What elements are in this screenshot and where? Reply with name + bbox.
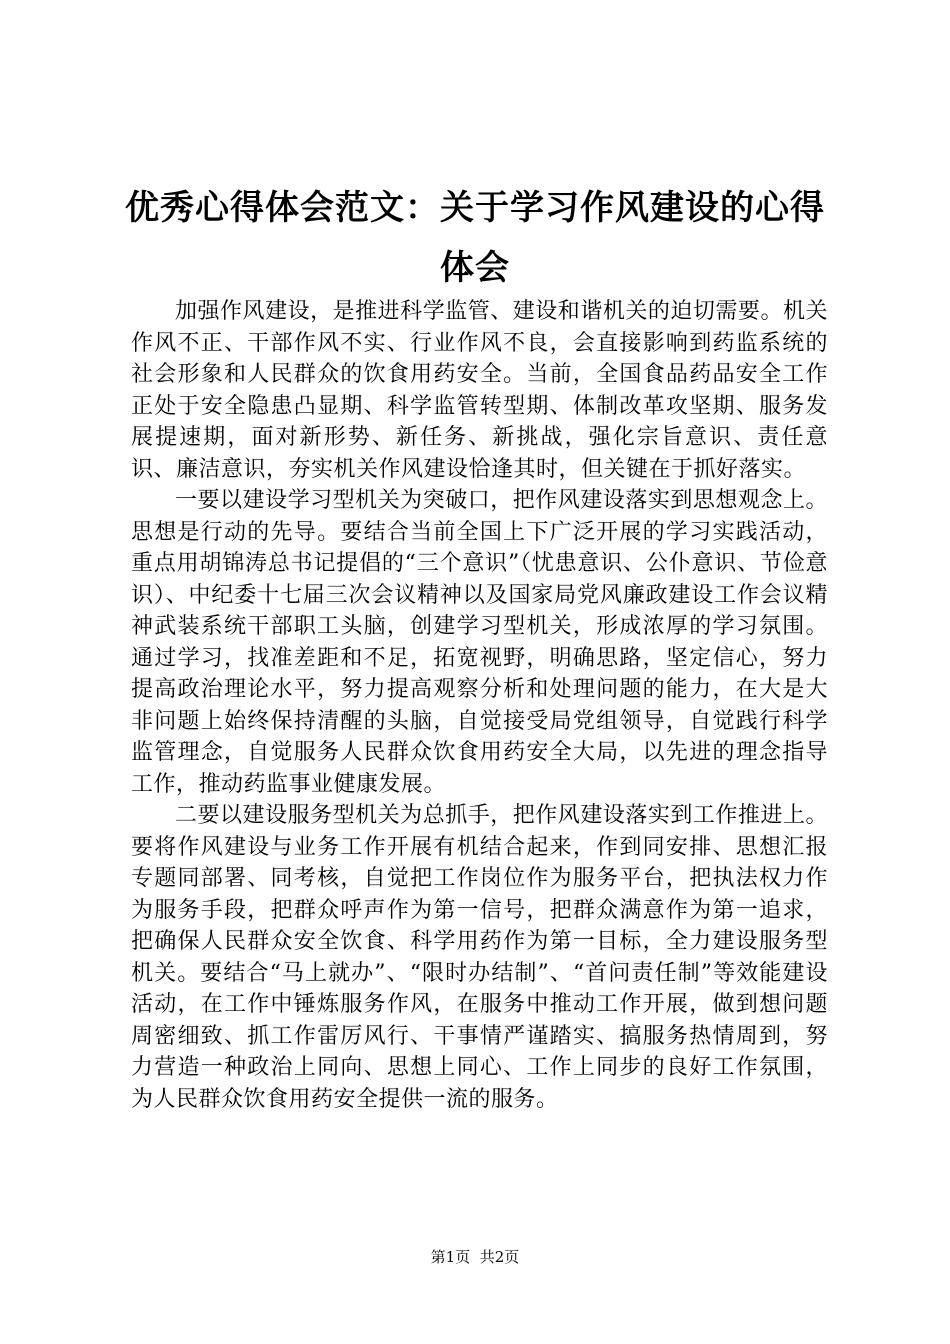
paragraph-intro: 加强作风建设，是推进科学监管、建设和谐机关的迫切需要。机关作风不正、干部作风不实、行业作风不良，会直接影响到药监系统的社会形象和人民群众的饮食用药安全。当前，全国食品药品安全工作正处于安全隐患凸显期、科学监管转型期、体制改革攻坚期、服务发展提速期，面对新形势、新任务、新挑战，强化宗旨意识、责任意识、廉洁意识，夯实机关作风建设恰逢其时，但关键在于抓好落实。 xyxy=(131,299,828,482)
page-number-total: 共2页 xyxy=(479,1248,520,1266)
paragraph-point-two: 二要以建设服务型机关为总抓手，把作风建设落实到工作推进上。要将作风建设与业务工作开展有机结合起来，作到同安排、思想汇报专题同部署、同考核，自觉把工作岗位作为服务平台，把执法权力作为服务手段，把群众呼声作为第一信号，把群众满意作为第一追求，把确保人民群众安全饮食、科学用药作为第一目标，全力建设服务型机关。要结合“马上就办”、“限时办结制”、“首问责任制”等效能建设活动，在工作中锤炼服务作风，在服务中推动工作开展，做到想问题周密细致、抓工作雷厉风行、干事情严谨踏实、搞服务热情周到，努力营造一种政治上同向、思想上同心、工作上同步的良好工作氛围，为人民群众饮食用药安全提供一流的服务。 xyxy=(131,803,828,1112)
paragraph-point-one: 一要以建设学习型机关为突破口，把作风建设落实到思想观念上。思想是行动的先导。要结合当前全国上下广泛开展的学习实践活动，重点用胡锦涛总书记提倡的“三个意识”（忧患意识、公仆意识、节俭意识）、中纪委十七届三次会议精神以及国家局党风廉政建设工作会议精神武装系统干部职工头脑，创建学习型机关，形成浓厚的学习氛围。通过学习，找准差距和不足，拓宽视野，明确思路，坚定信心，努力提高政治理论水平，努力提高观察分析和处理问题的能力，在大是大非问题上始终保持清醒的头脑，自觉接受局党组领导，自觉践行科学监管理念，自觉服务人民群众饮食用药安全大局，以先进的理念指导工作，推动药监事业健康发展。 xyxy=(131,488,828,797)
document-body xyxy=(131,296,828,1115)
page-footer xyxy=(0,1247,950,1267)
document-title: 优秀心得体会范文：关于学习作风建设的心得体会 xyxy=(125,188,825,288)
page-number-current: 第1页 xyxy=(430,1248,471,1266)
